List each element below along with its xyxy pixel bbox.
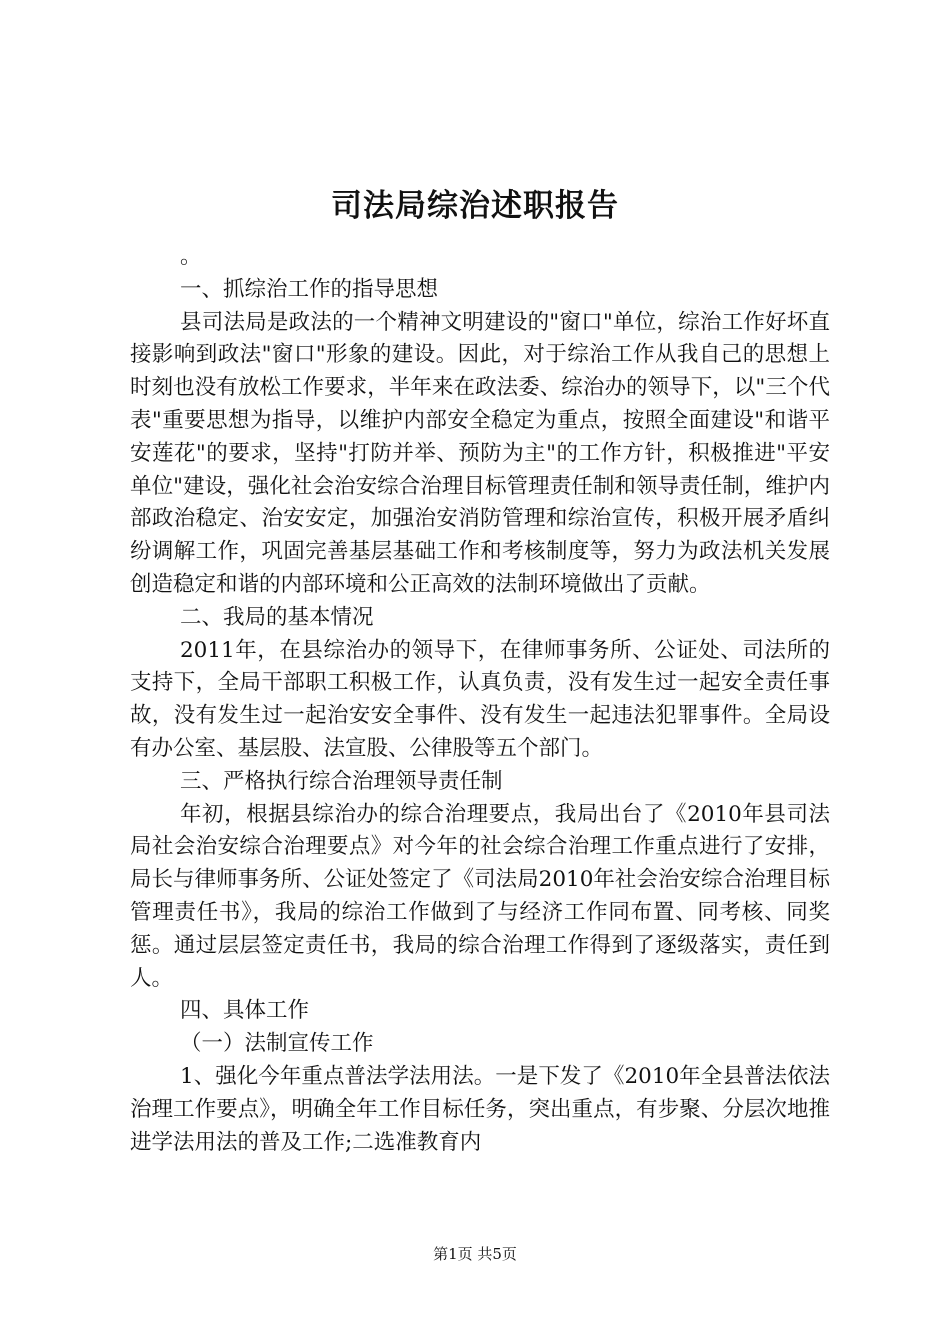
subsection-heading-1: （一）法制宣传工作 [180,1031,374,1057]
paragraph: 县司法局是政法的一个精神文明建设的"窗口"单位，综治工作好坏直接影响到政法"窗口"形象的建设。因此，对于综治工作从我自己的思想上时刻也没有放松工作要求，半年来在政法委、综治办的领导下，以"三个代表"重要思想为指导，以维护内部安全稳定为重点，按照全面建设"和谐平安莲花"的要求，坚持"打防并举、预防为主"的工作方针，积极推进"平安单位"建设，强化社会治安综合治理目标管理责任制和领导责任制，维护内部政治稳定、治安安定，加强治安消防管理和综治宣传，积极开展矛盾纠纷调解工作，巩固完善基层基础工作和考核制度等，努力为政法机关发展创造稳定和谐的内部环境和公正高效的法制环境做出了贡献。 [130,309,830,597]
paragraph: 年初，根据县综治办的综合治理要点，我局出台了《2010年县司法局社会治安综合治理要点》对今年的社会综合治理工作重点进行了安排，局长与律师事务所、公证处签定了《司法局2010年社会治安综合治理目标管理责任书》，我局的综治工作做到了与经济工作同布置、同考核、同奖惩。通过层层签定责任书，我局的综合治理工作得到了逐级落实，责任到人。 [130,801,830,991]
section-heading-1: 一、抓综治工作的指导思想 [180,276,439,302]
section-heading-4: 四、具体工作 [180,998,310,1024]
section-heading-2: 二、我局的基本情况 [180,604,374,630]
document-title: 司法局综治述职报告 [331,188,619,224]
page-footer: 第1页 共5页 [433,1245,517,1263]
paragraph: 2011年，在县综治办的领导下，在律师事务所、公证处、司法所的支持下，全局干部职工积极工作，认真负责，没有发生过一起安全责任事故，没有发生过一起治安安全事件、没有发生一起违法犯罪事件。全局设有办公室、基层股、法宣股、公律股等五个部门。 [130,637,830,761]
section-heading-3: 三、严格执行综合治理领导责任制 [180,768,503,794]
paragraph: 1、强化今年重点普法学法用法。一是下发了《2010年全县普法依法治理工作要点》，明确全年工作目标任务，突出重点，有步聚、分层次地推进学法用法的普及工作;二选准教育内 [130,1063,830,1155]
paragraph-leading-mark: 。 [180,244,202,269]
document-body [130,241,830,1159]
